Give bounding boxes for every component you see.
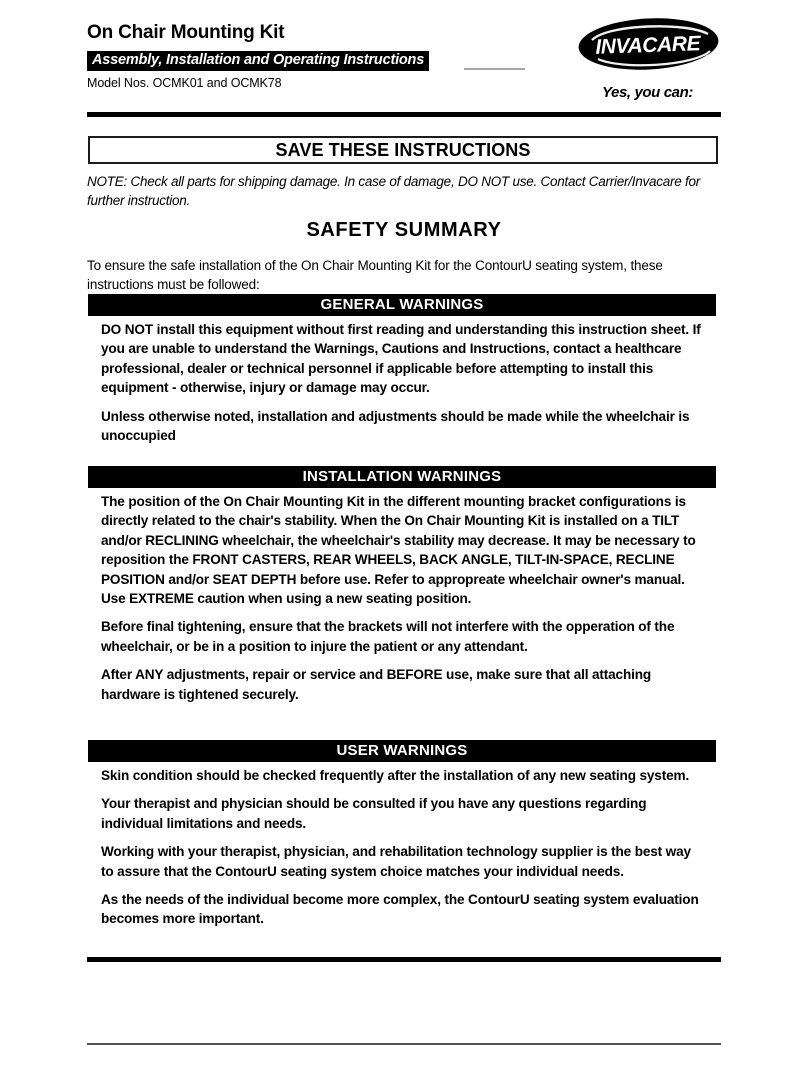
warning-paragraph: Unless otherwise noted, installation and adjustments should be made while the wheelchair is unoccupied [101,408,690,444]
invacare-logo-icon [578,18,719,70]
section-bar-general-warnings: GENERAL WARNINGS [88,294,716,316]
warning-paragraph: Before final tightening, ensure that the brackets will not interfere with the opperation of the wheelchair, or be in a position to injure the patient or any attendant. [101,619,675,654]
shipping-damage-note: NOTE: Check all parts for shipping damage. In case of damage, DO NOT use. Contact Carrier/Invacare for further instruction. [87,174,701,208]
section-user-warnings [88,740,716,929]
warning-paragraph: Your therapist and physician should be consulted if you have any questions regarding individual limitations and needs. [101,796,647,831]
svg-text:®: ® [704,55,710,61]
subtitle-banner: Assembly, Installation and Operating Instructions [87,51,429,71]
footer-rule-thin [87,1043,721,1045]
warning-paragraph: As the needs of the individual become more complex, the ContourU seating system evaluation becomes more important. [101,892,699,927]
subtitle-divider [464,68,525,70]
save-instructions-box [88,136,718,164]
warning-paragraph: Skin condition should be checked frequently after the installation of any new seating system. [101,768,690,783]
warning-paragraph: Working with your therapist, physician, and rehabilitation technology supplier is the best way to assure that the ContourU seating system choice matches your individual needs. [101,844,691,879]
brand-tagline: Yes, you can: [602,84,693,101]
safety-summary-heading: SAFETY SUMMARY [306,219,502,241]
section-body-user-warnings [88,762,716,929]
section-body-general-warnings [88,316,716,445]
warning-paragraph: After ANY adjustments, repair or service and BEFORE use, make sure that all attaching hardware is tightened securely. [101,667,652,702]
footer-rule-thick [87,957,721,962]
warning-paragraph: The position of the On Chair Mounting Kit in the different mounting bracket configurations is directly related to the chair's stability. When the On Chair Mounting Kit is installed on a TILT and/or RECLINING wheelchair, the wheelchair's stability may decrease. It may be necessary to reposition the FRONT CASTERS, REAR WHEELS, BACK ANGLE, TILT-IN-SPACE, RECLINE POSITION and/or SEAT DEPTH before use. Refer to appropreate wheelchair owner's manual. Use EXTREME caution when using a new seating position. [101,494,696,607]
header-rule [87,112,721,117]
model-numbers: Model Nos. OCMK01 and OCMK78 [87,76,282,90]
section-bar-user-warnings: USER WARNINGS [88,740,716,762]
section-bar-installation-warnings: INSTALLATION WARNINGS [88,466,716,488]
section-body-installation-warnings [88,488,716,704]
page-title: On Chair Mounting Kit [87,22,285,43]
save-instructions-text: SAVE THESE INSTRUCTIONS [275,140,531,160]
section-general-warnings [88,294,716,445]
svg-text:INVACARE: INVACARE [594,32,701,59]
warning-paragraph: DO NOT install this equipment without first reading and understanding this instruction sheet. If you are unable to understand the Warnings, Cautions and Instructions, contact a healthcare professional, dealer or technical personnel if applicable before attempting to install this equipment - otherwise, injury or damage may occur. [101,322,701,396]
safety-summary-intro: To ensure the safe installation of the On Chair Mounting Kit for the ContourU seating system, these instructions must be followed: [87,258,663,292]
brand-logo [578,18,723,110]
section-installation-warnings [88,466,716,704]
